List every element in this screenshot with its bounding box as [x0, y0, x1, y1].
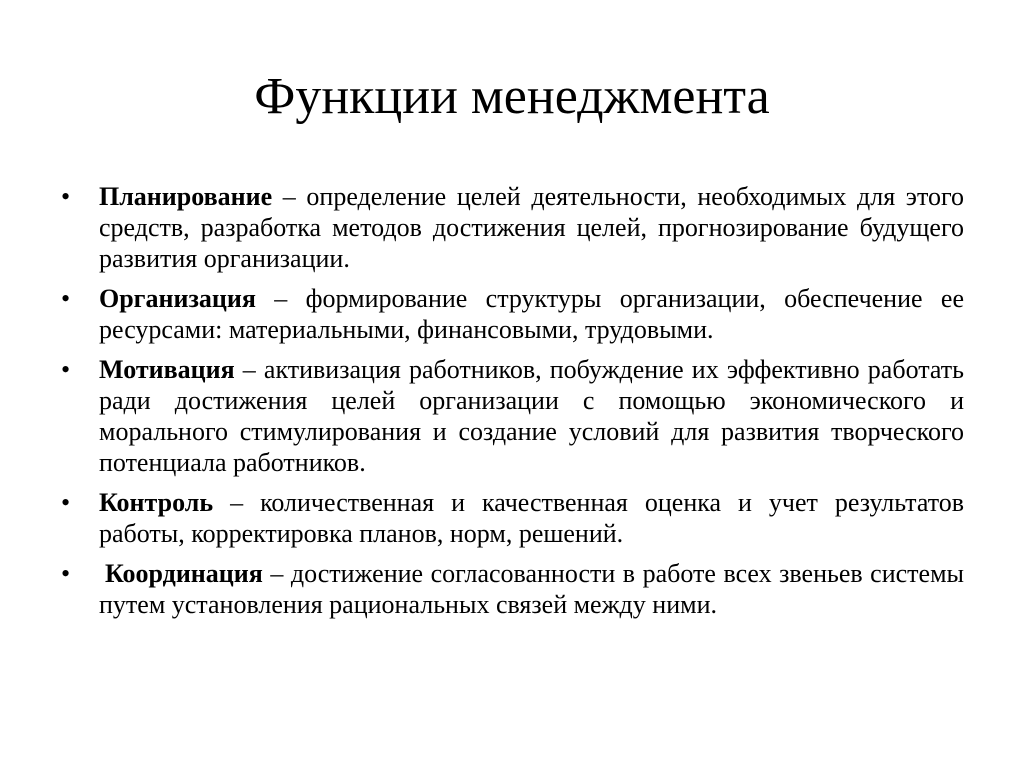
bullet-item-motivation — [61, 354, 964, 478]
bullet-dot-icon: • — [61, 355, 71, 384]
bullet-term: Планирование — [99, 182, 273, 211]
bullet-term: Координация — [105, 559, 263, 588]
bullet-item-planning — [61, 181, 964, 274]
bullet-definition: – активизация работников, побуждение их эффективно работать ради достижения целей организации с помощью экономического и морального стимулирования и создание условий для развития творческого потенциала работников. — [99, 355, 964, 477]
bullet-dot-icon: • — [61, 559, 71, 588]
bullet-list — [61, 181, 964, 629]
bullet-dot-icon: • — [61, 488, 71, 517]
bullet-dot-icon: • — [61, 182, 71, 211]
bullet-term: Контроль — [99, 488, 214, 517]
bullet-dot-icon: • — [61, 284, 71, 313]
bullet-definition: – достижение согласованности в работе всех звеньев системы путем установления рациональных связей между ними. — [99, 559, 964, 619]
bullet-definition: – количественная и качественная оценка и учет результатов работы, корректировка планов, норм, решений. — [99, 488, 964, 548]
bullet-term: Организация — [99, 284, 256, 313]
bullet-term: Мотивация — [99, 355, 235, 384]
slide-title: Функции менеджмента — [254, 68, 770, 125]
bullet-item-control — [61, 487, 964, 549]
bullet-item-organization — [61, 283, 964, 345]
bullet-item-coordination — [61, 558, 964, 620]
bullet-definition: – формирование структуры организации, обеспечение ее ресурсами: материальными, финансовыми, трудовыми. — [99, 284, 964, 344]
bullet-definition: – определение целей деятельности, необходимых для этого средств, разработка методов достижения целей, прогнозирование будущего развития организации. — [99, 182, 964, 273]
